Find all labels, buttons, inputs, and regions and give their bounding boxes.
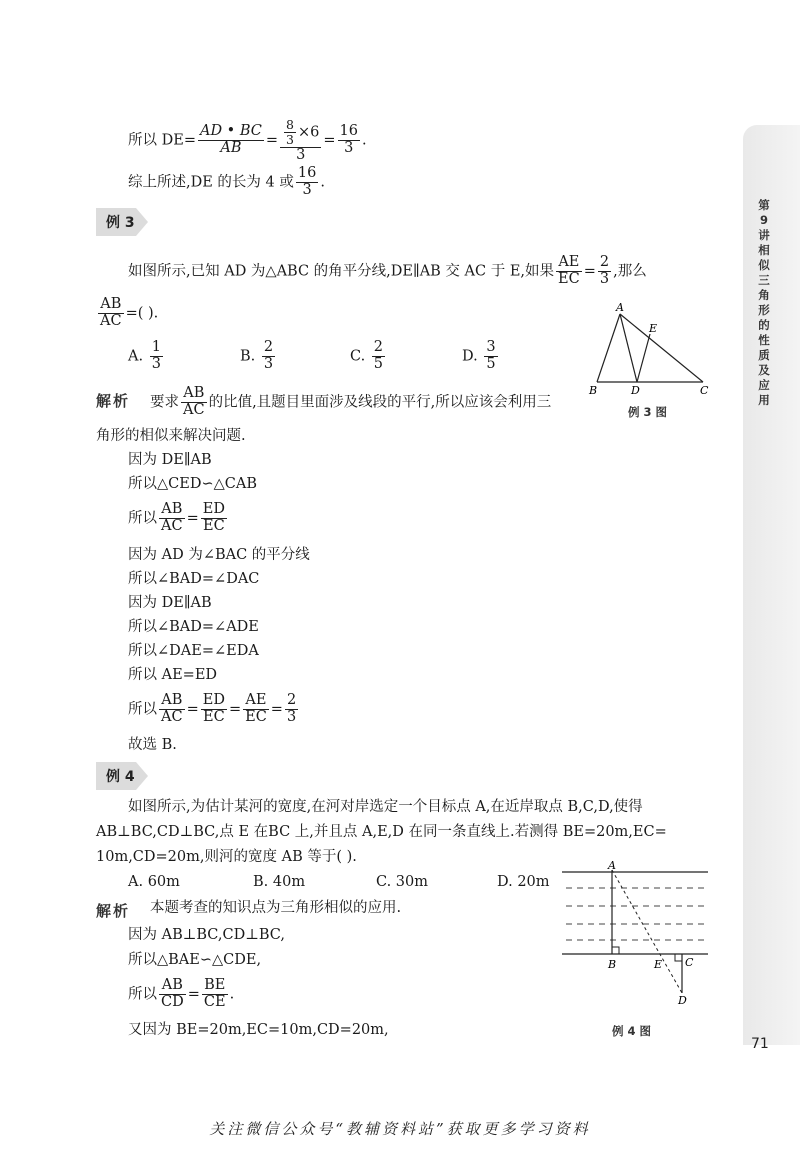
- example-4-option-d: D. 20m: [497, 874, 550, 890]
- example-3-question-line-1: 如图所示,已知 AD 为△ABC 的角平分线,DE∥AB 交 AC 于 E,如果 $\frac{AE}{EC}$ = $\frac{2}{3}$ ,那么: [128, 254, 647, 287]
- fig4-label-b: B: [608, 958, 617, 971]
- chapter-title: 第9讲 相似三角形的性质及应用: [758, 198, 770, 407]
- fig3-label-b: B: [589, 384, 598, 397]
- footer-promo: 关注微信公众号“教辅资料站”获取更多学习资料: [209, 1120, 591, 1138]
- example-4-question-line-3: 10m,CD=20m,则河的宽度 AB 等于( ).: [96, 849, 357, 865]
- fig3-label-e: E: [649, 322, 658, 335]
- example-4-analysis-line-1: 本题考查的知识点为三角形相似的应用.: [150, 900, 402, 916]
- conclusion-line-2: 综上所述,DE 的长为 4 或 $\frac{16}{3}$ .: [128, 165, 325, 198]
- fig3-label-a: A: [616, 301, 624, 314]
- example-3-analysis-label: 解析: [96, 392, 131, 410]
- example-3-step-1: 因为 DE∥AB: [128, 452, 212, 468]
- example-3-figure-caption: 例 3 图: [628, 405, 668, 419]
- page-number: 71: [751, 1036, 769, 1052]
- example-3-option-b: B. $\frac{2}{3}$: [240, 339, 274, 372]
- example-3-analysis-line-2: 角形的相似来解决问题.: [96, 428, 246, 444]
- example-4-figure: [558, 858, 713, 1008]
- example-3-step-4: 因为 AD 为∠BAC 的平分线: [128, 547, 310, 563]
- example-3-step-5: 所以∠BAD=∠DAC: [128, 571, 260, 587]
- example-4-question-line-1: 如图所示,为估计某河的宽度,在河对岸选定一个目标点 A,在近岸取点 B,C,D,使得: [128, 799, 643, 815]
- conclusion-line-1: 所以 DE= $\frac{AD • BC}{AB}$ = $\frac{8}{3}$ ×6 3 = $\frac{16}{3}$ .: [128, 117, 367, 163]
- fig4-label-e: E: [654, 958, 663, 971]
- example-3-option-c: C. $\frac{2}{5}$: [350, 339, 384, 372]
- fig4-label-d: D: [678, 994, 687, 1007]
- example-4-option-a: A. 60m: [128, 874, 180, 890]
- fig3-label-d: D: [631, 384, 640, 397]
- example-3-question-line-2: $\frac{AB}{AC}$ =( ).: [100, 296, 159, 329]
- example-4-analysis-label: 解析: [96, 902, 131, 920]
- example-3-step-6: 因为 DE∥AB: [128, 595, 212, 611]
- fig4-label-a: A: [608, 859, 616, 872]
- example-3-step-7: 所以∠BAD=∠ADE: [128, 619, 259, 635]
- example-3-step-11: 故选 B.: [128, 737, 177, 753]
- example-3-analysis-line-1: 要求 $\frac{AB}{AC}$ 的比值,且题目里面涉及线段的平行,所以应该会利用三: [150, 385, 552, 418]
- example-4-option-c: C. 30m: [376, 874, 428, 890]
- example-4-figure-caption: 例 4 图: [612, 1024, 652, 1038]
- fig4-label-c: C: [685, 956, 694, 969]
- example-3-step-8: 所以∠DAE=∠EDA: [128, 643, 259, 659]
- example-3-tag: 例 3: [96, 208, 148, 236]
- example-3-step-2: 所以△CED∽△CAB: [128, 476, 257, 492]
- fig3-label-c: C: [700, 384, 709, 397]
- example-3-step-9: 所以 AE=ED: [128, 667, 218, 683]
- example-4-option-b: B. 40m: [253, 874, 306, 890]
- example-4-question-line-2: AB⊥BC,CD⊥BC,点 E 在BC 上,并且点 A,E,D 在同一条直线上.若测得 BE=20m,EC=: [96, 824, 667, 840]
- example-4-tag: 例 4: [96, 762, 148, 790]
- example-3-figure: [585, 300, 715, 400]
- example-4-step-2: 所以△BAE∽△CDE,: [128, 952, 262, 968]
- example-3-option-a: A. $\frac{1}{3}$: [128, 339, 161, 372]
- example-4-step-3: 所以 $\frac{AB}{CD}$ = $\frac{BE}{CE}$ .: [128, 977, 235, 1010]
- example-3-step-10: 所以 $\frac{AB}{AC}$ = $\frac{ED}{EC}$ = $\frac{AE}{EC}$ = $\frac{2}{3}$: [128, 692, 297, 725]
- example-3-step-3: 所以 $\frac{AB}{AC}$ = $\frac{ED}{EC}$: [128, 501, 225, 534]
- example-4-step-1: 因为 AB⊥BC,CD⊥BC,: [128, 927, 285, 943]
- example-3-option-d: D. $\frac{3}{5}$: [462, 339, 496, 372]
- example-4-step-4: 又因为 BE=20m,EC=10m,CD=20m,: [128, 1022, 389, 1038]
